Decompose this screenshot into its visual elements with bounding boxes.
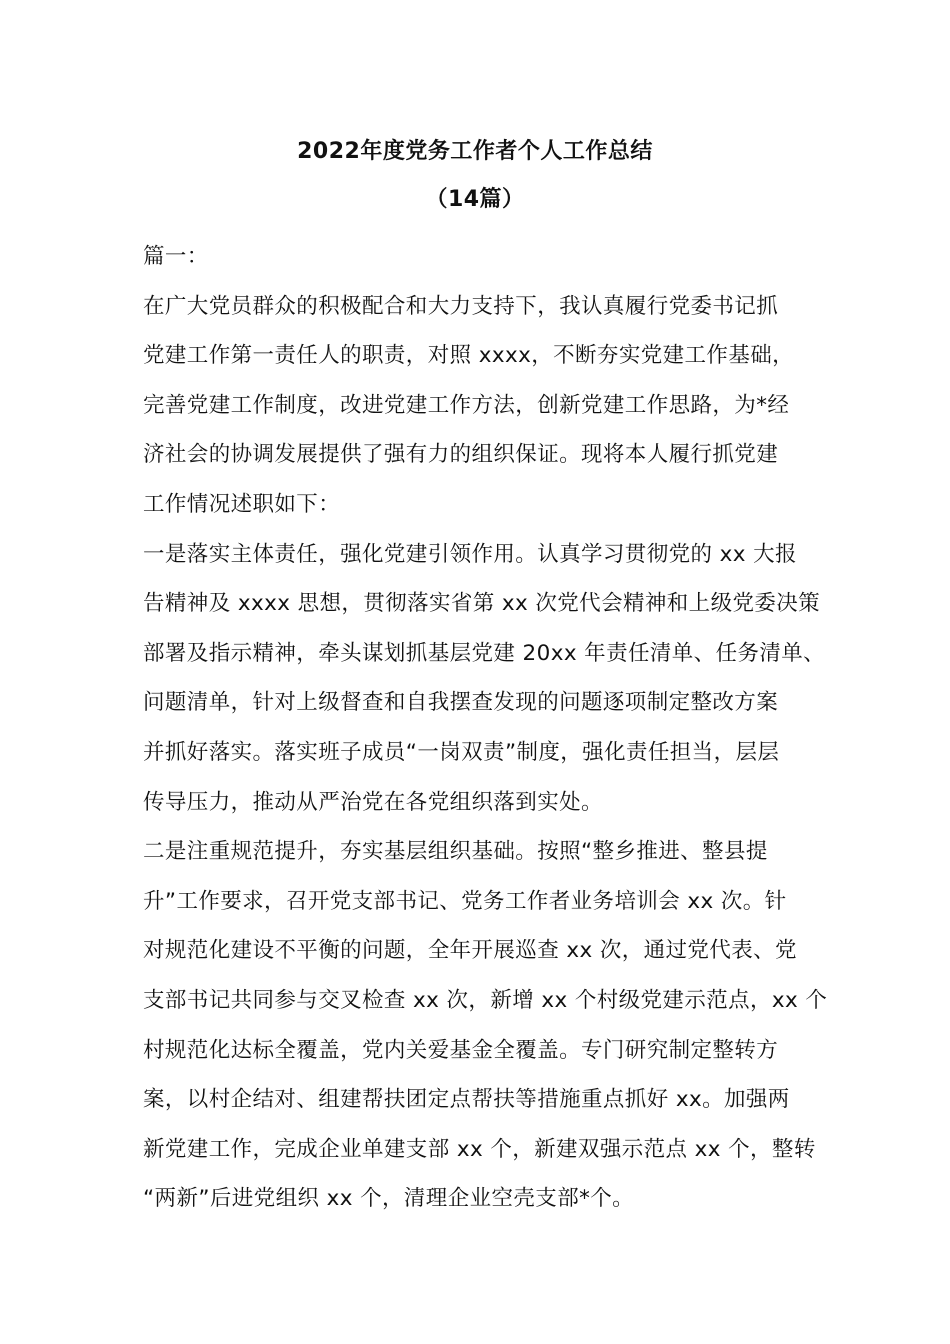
paragraph-line: 二是注重规范提升，夯实基层组织基础。按照“整乡推进、整县提 (143, 839, 768, 865)
paragraph-line: 对规范化建设不平衡的问题，全年开展巡查 xx 次，通过党代表、党 (143, 938, 797, 964)
document-subtitle: （14篇） (425, 187, 525, 212)
paragraph-line: 案，以村企结对、组建帮扶团定点帮扶等措施重点抓好 xx。加强两 (143, 1087, 790, 1113)
document-title: 2022年度党务工作者个人工作总结 (297, 139, 653, 164)
paragraph-line: 济社会的协调发展提供了强有力的组织保证。现将本人履行抓党建 (143, 442, 779, 468)
paragraph-line: 部署及指示精神，牵头谋划抓基层党建 20xx 年责任清单、任务清单、 (143, 640, 826, 666)
paragraph-line: 问题清单，针对上级督查和自我摆查发现的问题逐项制定整改方案 (143, 690, 779, 716)
document-body (143, 232, 828, 1224)
paragraph-line: 在广大党员群众的积极配合和大力支持下，我认真履行党委书记抓 (143, 293, 779, 319)
paragraph-line: 并抓好落实。落实班子成员“一岗双责”制度，强化责任担当，层层 (143, 739, 780, 765)
paragraph-line: 支部书记共同参与交叉检查 xx 次，新增 xx 个村级党建示范点，xx 个 (143, 987, 828, 1013)
paragraph-line: 党建工作第一责任人的职责，对照 xxxx，不断夯实党建工作基础， (143, 343, 795, 369)
paragraph-line: 新党建工作，完成企业单建支部 xx 个，新建双强示范点 xx 个，整转 (143, 1136, 816, 1162)
paragraph-line: 升”工作要求，召开党支部书记、党务工作者业务培训会 xx 次。针 (143, 888, 787, 914)
paragraph-line: 告精神及 xxxx 思想，贯彻落实省第 xx 次党代会精神和上级党委决策 (143, 591, 821, 617)
section-heading: 篇一： (143, 244, 209, 269)
paragraph-line: 工作情况述职如下： (143, 491, 341, 517)
paragraph-line: 完善党建工作制度，改进党建工作方法，创新党建工作思路，为*经 (143, 392, 790, 418)
paragraph-line: 一是落实主体责任，强化党建引领作用。认真学习贯彻党的 xx 大报 (143, 541, 797, 567)
paragraph-line: “两新”后进党组织 xx 个，清理企业空壳支部*个。 (143, 1186, 635, 1212)
paragraph-line: 传导压力，推动从严治党在各党组织落到实处。 (143, 789, 603, 815)
paragraph-line: 村规范化达标全覆盖，党内关爱基金全覆盖。专门研究制定整转方 (143, 1037, 779, 1063)
